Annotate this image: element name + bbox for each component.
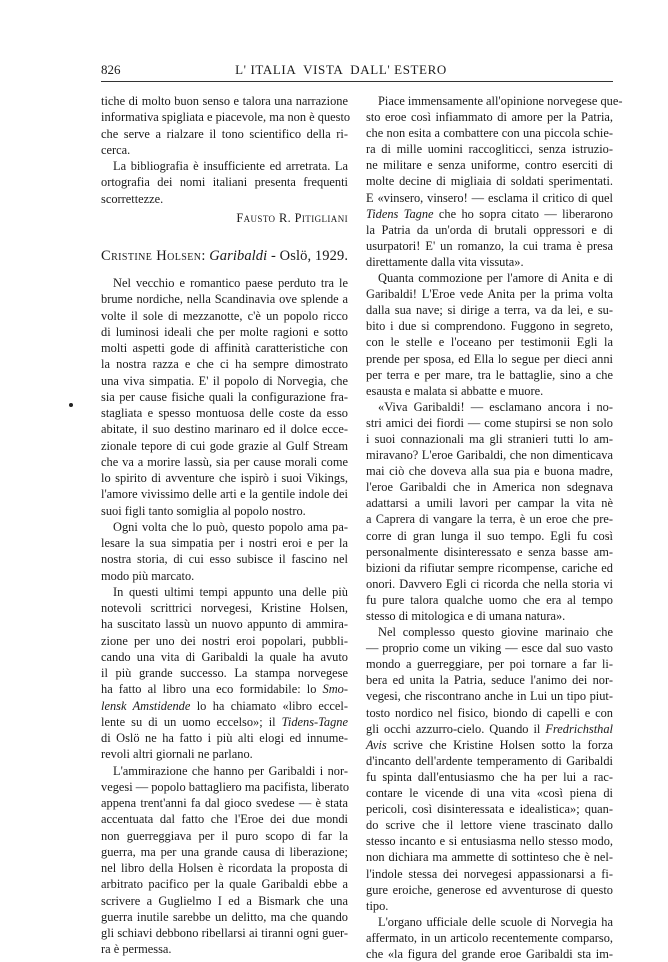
- text-line: stesso incanto e si entusiasma nello stesso modo,: [366, 834, 613, 849]
- text-line: bera ed unita la Patria, seduce l'animo dei nor-: [366, 673, 613, 688]
- text-line: vegesi — popolo battagliero ma pacifista, liberato: [101, 779, 350, 794]
- text-line: molti aspetti gode di affinità caratteristiche con: [101, 341, 348, 355]
- newspaper-name: Smo-: [322, 682, 348, 697]
- text-line: per terra e per mare, tra le battaglie, sino a che: [366, 367, 613, 382]
- text-line: direttamente dalla vita vissuta».: [366, 254, 524, 269]
- text-line: [366, 721, 613, 737]
- page-number: 826: [101, 62, 121, 77]
- text-line: molte decine di migliaia di soldati sperimentati.: [366, 174, 613, 189]
- text-line: non guerreggiava per il puro scopo di far la: [101, 828, 348, 843]
- text-line: arbitrato pacifico per la quale Garibaldi ebbe a: [101, 877, 348, 892]
- text-line: [366, 737, 613, 753]
- newspaper-name: Tidens-Tagne: [281, 714, 348, 729]
- text-line: La bibliografia è insufficiente ed arretrata. La: [113, 159, 348, 173]
- text-line: l'indole stessa dei norvegesi appassionarsi a fi-: [366, 866, 613, 881]
- text-line: vegesi, che riscontrano anche in Lui un tipo piut-: [366, 689, 613, 704]
- text-line: — proprio come un viking — esce dal suo vasto: [366, 641, 613, 656]
- text-line: tipo.: [366, 898, 389, 913]
- review-author: Cristine Holsen: [101, 248, 202, 264]
- text-line: cando una vita di Garibaldi la quale ha avuto: [101, 649, 348, 664]
- text-line: Ogni volta che lo può, questo popolo ama pa-: [113, 519, 348, 534]
- text-line: ra di mille uomini raccogliticci, senza istruzio-: [366, 142, 613, 157]
- text-line: mondo a guerreggiare, per poi tornare a far li-: [366, 657, 613, 672]
- newspaper-name: lensk Amstidende: [101, 698, 191, 713]
- text-line: Quanta commozione per l'amore di Anita e di: [378, 271, 613, 286]
- text-line: lo spirito di avventure che ispirò i suoi Vikings,: [101, 471, 348, 485]
- right-column: [366, 93, 623, 962]
- text-line: miravano? L'eroe Garibaldi, che non dimenticava: [366, 448, 613, 463]
- text-line: tosto nordico nel fisico, biondo di capelli e con: [366, 705, 613, 720]
- text-line: [101, 698, 348, 714]
- text-line: bito i due si comprendono. Fuggono in segreto,: [366, 319, 613, 334]
- text-line: dalla sua nave; si dirige a terra, va da lei, e su-: [366, 303, 613, 318]
- text-line: che serve a rialzare il tono scientifico della ri-: [101, 126, 348, 141]
- text-line: con le stelle e l'oceano per testimonii Egli la: [366, 335, 613, 350]
- text-line: In questi ultimi tempi appunto una delle più: [113, 584, 348, 599]
- review-book-title: Garibaldi: [209, 248, 268, 264]
- text-line: stri amici dei fiordi — come stupirsi se non solo: [366, 415, 613, 430]
- text-fragment: lente su di un uomo eccelso»; il: [101, 714, 282, 729]
- text-line: l'eroe Garibaldi che in America non sdegnava: [366, 480, 613, 495]
- text-line: scorrettezze.: [101, 191, 164, 206]
- review-signature: Fausto R. Pitigliani: [236, 210, 348, 225]
- newspaper-name: Fredrichsthal: [545, 721, 613, 736]
- text-line: fu pure talora qualche uomo che era al tempo: [366, 592, 613, 607]
- text-line: l'amore vivissimo delle arti e la gentile indole dei: [101, 487, 348, 502]
- text-line: E «vinsero, vinsero! — esclama il critico di quel: [366, 190, 613, 205]
- text-line: a Caprera di vangare la terra, è un eroe che pre-: [366, 512, 613, 527]
- text-line: contare le vicende di una vita «così piena di: [366, 786, 613, 801]
- text-line: onori. Davvero Egli ci ricorda che nella storia vi: [366, 576, 613, 591]
- text-line: [101, 681, 348, 697]
- text-line: bizioni da rifiutar sempre ricompense, cariche ed: [366, 560, 613, 575]
- text-line: il più grande successo. La stampa norvegese: [101, 666, 348, 680]
- running-head: L' ITALIA VISTA DALL' ESTERO: [235, 62, 447, 77]
- text-line: personalmente disinteressato e senza basse am-: [366, 544, 613, 559]
- text-line: pericoli, così disinteressata e idealistica»; quan-: [366, 802, 613, 817]
- text-line: accentuata dal fatto che l'Eroe dei due mondi: [101, 812, 348, 827]
- text-line: abitate, il suo destino marinaro ed il dolce ecce-: [101, 422, 348, 437]
- text-line: stagliata e spesso montuosa delle coste da esso: [101, 406, 348, 420]
- text-line: la nostra razza e che ci ha sempre dimostrato: [101, 357, 348, 372]
- text-line: stesso di mitologica e di umana natura».: [366, 609, 566, 623]
- text-line: tiche di molto buon senso e talora una narrazione: [101, 94, 348, 108]
- text-line: guerra inutile sarebbe un delitto, ma che quando: [101, 909, 348, 924]
- text-line: suoi figli tanto somiglia al popolo nostro.: [101, 503, 306, 518]
- text-line: gli schiavi debbono ribellarsi ai tiranni ogni guer-: [101, 926, 348, 940]
- text-line: [366, 206, 613, 222]
- text-line: gure eroiche, generose ed avventurose di questo: [366, 882, 613, 897]
- text-line: appena trent'anni fa dal gioco svedese — è stata: [101, 796, 348, 810]
- text-line: ha suscitato lassù un nuovo appunto di ammira-: [101, 617, 348, 632]
- text-line: Nel vecchio e romantico paese perduto tra le: [113, 276, 348, 290]
- text-line: cerca.: [101, 142, 131, 157]
- text-line: revoli altri giornali ne parlano.: [101, 747, 253, 762]
- text-line: che va a morire lassù, sia per cause morali come: [101, 454, 348, 469]
- text-line: volte il sole di mezzanotte, c'è un popolo ricco: [101, 308, 348, 323]
- text-line: brume nordiche, nella Scandinavia ove splende a: [101, 292, 348, 307]
- text-line: [101, 714, 348, 730]
- text-line: scrivere a Guglielmo I ed a Bismark che una: [101, 893, 348, 908]
- text-line: usurpatori! E' un romanzo, la cui trama è presa: [366, 238, 613, 253]
- text-line: fu spinta dall'entusiasmo che ha per lui a rac-: [366, 769, 613, 784]
- text-fragment: gli occhi azzurro-cielo. Quando il: [366, 721, 546, 736]
- text-line: i suoi connazionali ma gli stranieri tutti lo am-: [366, 431, 613, 446]
- text-line: guerra, ma per una grande causa di liberazione;: [101, 844, 348, 859]
- left-column: [101, 93, 351, 958]
- text-line: di luminosi ideali che per molte ragioni e sotto: [101, 324, 348, 339]
- text-line: adattarsi a umili lavori per campar la vita nè: [366, 496, 613, 511]
- text-line: ra è permessa.: [101, 942, 172, 957]
- text-line: di Oslö ne ha fatto i più alti elogi ed innume-: [101, 731, 348, 745]
- margin-dot: [69, 403, 73, 407]
- text-line: nel libro della Holsen è ricordata la proposta di: [101, 861, 348, 875]
- text-line: prende per sposa, ed Ella lo segue per dieci anni: [366, 351, 613, 366]
- text-line: Garibaldi! L'Eroe vede Anita per la prima volta: [366, 287, 613, 302]
- header-rule: [101, 81, 613, 82]
- text-line: sia per cause fisiche quali la configurazione fra-: [101, 389, 348, 404]
- text-line: ortografia dei nomi italiani presenta frequenti: [101, 175, 348, 190]
- heading-separator: :: [201, 248, 210, 264]
- text-line: do scrive che il lettore viene trascinato dallo: [366, 818, 613, 833]
- text-line: notevoli scrittrici norvegesi, Kristine Holsen,: [101, 601, 348, 615]
- text-line: ne militare e senza uniforme, contro eserciti di: [366, 158, 613, 173]
- text-line: L'ammirazione che hanno per Garibaldi i nor-: [113, 763, 348, 778]
- review-publication: - Oslö, 1929.: [267, 248, 349, 264]
- text-fragment: scrive che Kristine Holsen sotto la forza: [386, 737, 613, 752]
- text-line: zionale tepore di cui gode grazie al Gulf Stream: [101, 438, 348, 453]
- text-line: che «la figura del grande eroe Garibaldi sta im-: [366, 946, 613, 961]
- text-line: «Viva Garibaldi! — esclamano ancora i no-: [378, 399, 613, 414]
- text-line: esausta e malata si abbatte e muore.: [366, 383, 544, 398]
- text-line: una viva simpatia. E' il popolo di Norvegia, che: [101, 373, 348, 388]
- text-line: d'incanto dell'ardente temperamento di Garibaldi: [366, 753, 613, 768]
- text-line: modo più marcato.: [101, 568, 195, 583]
- text-line: zione per uno dei nostri eroi popolari, pubbli-: [101, 633, 348, 648]
- newspaper-name: Tidens Tagne: [366, 206, 434, 221]
- text-line: Piace immensamente all'opinione norvegese que-: [378, 94, 623, 108]
- newspaper-name: Avis: [366, 737, 387, 752]
- text-line: lesare la sua simpatia per i nostri eroi e per la: [101, 536, 348, 550]
- text-fragment: ha fatto al libro una eco formidabile: lo: [101, 682, 323, 697]
- text-fragment: che ho sopra citato — liberarono: [433, 206, 613, 221]
- text-line: che non esita a combattere con una piccola schie-: [366, 126, 613, 141]
- text-line: Nel complesso questo giovine marinaio che: [378, 625, 613, 640]
- text-line: corre di gran lunga il suo tempo. Egli fu così: [366, 528, 613, 543]
- text-line: mai ciò che doveva alla sua pia e buona madre,: [366, 464, 613, 479]
- review-heading: [101, 248, 348, 265]
- text-line: informativa spigliata e piacevole, ma non è questo: [101, 110, 351, 125]
- text-line: non dichiara ma ammette di sottinteso che è nel-: [366, 850, 613, 865]
- text-line: L'organo ufficiale delle scuole di Norvegia ha: [378, 914, 613, 929]
- text-line: nostra storia, di cui esso subisce il fascino nel: [101, 552, 348, 567]
- text-line: la Patria da un'orda di brutali oppressori e di: [366, 222, 613, 237]
- text-line: affermato, in un articolo recentemente comparso,: [366, 930, 613, 945]
- text-fragment: lo ha chiamato «libro eccel-: [190, 698, 348, 713]
- text-line: sto eroe così infiammato di amore per la Patria,: [366, 110, 613, 125]
